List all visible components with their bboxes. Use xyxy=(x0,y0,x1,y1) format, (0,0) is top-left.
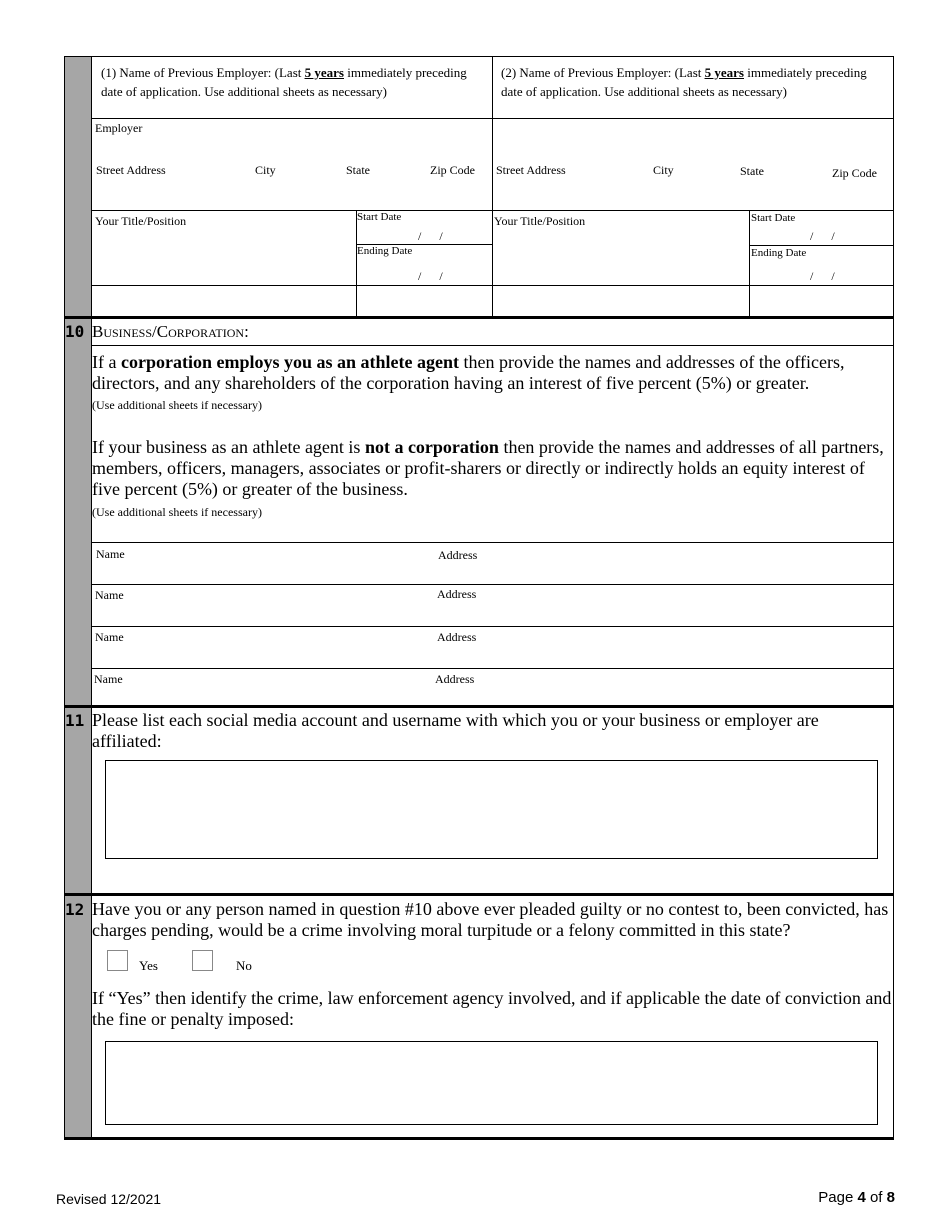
q12-prompt: Have you or any person named in question #10 above ever pleaded guilty or no contest to, been convicted, has charges pending, would be a crime involving moral turpitude or a felony committed in this state? xyxy=(92,899,889,940)
q10-note-1: (Use additional sheets if necessary) xyxy=(92,398,262,412)
q10-top-rule xyxy=(64,316,894,319)
employer2-name-field[interactable] xyxy=(494,122,892,156)
q10-title-divider xyxy=(91,345,894,346)
q10-number: 10 xyxy=(65,322,85,341)
employer-header-divider xyxy=(91,118,894,119)
q12-number: 12 xyxy=(65,900,85,919)
employer1-date-divider xyxy=(356,210,357,317)
q10-row-divider xyxy=(91,626,894,627)
employer1-start-date-label: Start Date xyxy=(357,211,402,223)
social-media-accounts-textarea[interactable] xyxy=(105,760,878,859)
form-sidebar xyxy=(64,57,91,1139)
employer1-start-date-field[interactable]: / / xyxy=(418,229,443,243)
q12-top-rule xyxy=(64,893,894,896)
q10-row-4-address-label: Address xyxy=(435,672,475,686)
employer1-zip-label: Zip Code xyxy=(430,163,475,177)
q10-row-3-name-label: Name xyxy=(95,630,124,644)
q12-followup-prompt: If “Yes” then identify the crime, law enforcement agency involved, and if applicable the date of conviction and the fine or penalty imposed: xyxy=(92,988,892,1029)
no-checkbox[interactable] xyxy=(192,950,213,971)
q11-number: 11 xyxy=(65,711,85,730)
q10-row-2-address-label: Address xyxy=(437,587,477,601)
employer1-street-label: Street Address xyxy=(96,163,166,177)
employer2-start-date-field[interactable]: / / xyxy=(810,229,835,243)
q10-row-divider xyxy=(91,542,894,543)
employer2-title-label: Your Title/Position xyxy=(494,214,586,228)
q10-row-3-field[interactable] xyxy=(92,647,892,666)
q11-top-rule xyxy=(64,705,894,708)
employer1-end-date-label: Ending Date xyxy=(357,245,413,257)
employer1-title-field[interactable] xyxy=(92,232,354,282)
page-number: Page 4 of 8 xyxy=(818,1189,895,1206)
q10-row-4-name-label: Name xyxy=(94,672,123,686)
frame-right xyxy=(893,56,894,1140)
employer2-header: (2) Name of Previous Employer: (Last 5 years immediately preceding date of application. Use additional sheets as necessary) xyxy=(501,65,867,99)
employer2-state-label: State xyxy=(740,164,764,178)
employer-extra-row-divider xyxy=(91,285,894,286)
frame-bottom xyxy=(64,1137,894,1140)
q10-title: Business/Corporation: xyxy=(92,322,249,341)
q10-row-4-field[interactable] xyxy=(92,689,892,703)
q10-corporation-instructions: If a corporation employs you as an athlete agent then provide the names and addresses of the officers, directors, and any shareholders of the corporation having an interest of five percent (5%) or greater. xyxy=(92,352,845,393)
employer2-end-date-field[interactable]: / / xyxy=(810,269,835,283)
revision-date: Revised 12/2021 xyxy=(56,1191,162,1207)
employer-title-row-divider xyxy=(91,210,894,211)
q10-row-3-address-label: Address xyxy=(437,630,477,644)
frame-left xyxy=(64,56,65,1140)
employer2-address-field[interactable] xyxy=(494,182,892,208)
q10-row-1-name-label: Name xyxy=(96,547,125,561)
no-label: No xyxy=(236,958,252,973)
employer2-city-label: City xyxy=(653,163,674,177)
employer1-header: (1) Name of Previous Employer: (Last 5 years immediately preceding date of application. Use additional sheets as necessary) xyxy=(101,65,467,99)
q10-row-1-address-label: Address xyxy=(438,548,478,562)
employer2-street-label: Street Address xyxy=(496,163,566,177)
q10-note-2: (Use additional sheets if necessary) xyxy=(92,505,262,519)
yes-checkbox[interactable] xyxy=(107,950,128,971)
q10-noncorporation-instructions: If your business as an athlete agent is not a corporation then provide the names and addresses of all partners, members, officers, managers, associates or profit-sharers or directly or indirectly holds an equity interest of five percent (5%) or greater of the business. xyxy=(92,437,884,499)
q10-row-2-field[interactable] xyxy=(92,605,892,624)
employer1-name-field[interactable] xyxy=(92,136,491,156)
q11-prompt: Please list each social media account and username with which you or your business or employer are affiliated: xyxy=(92,710,819,751)
frame-top xyxy=(64,56,894,57)
employer2-date-divider xyxy=(749,210,750,317)
conviction-details-textarea[interactable] xyxy=(105,1041,878,1125)
q10-row-divider xyxy=(91,584,894,585)
employer1-address-field[interactable] xyxy=(92,180,491,208)
employer2-zip-label: Zip Code xyxy=(832,166,877,180)
employer2-end-date-label: Ending Date xyxy=(751,247,807,259)
employer1-name-label: Employer xyxy=(95,121,143,135)
employer1-state-label: State xyxy=(346,163,370,177)
employer1-city-label: City xyxy=(255,163,276,177)
employer-col-divider xyxy=(492,57,493,317)
employer1-title-label: Your Title/Position xyxy=(95,214,187,228)
yes-label: Yes xyxy=(139,958,158,973)
employer2-title-field[interactable] xyxy=(494,232,747,282)
q10-row-divider xyxy=(91,668,894,669)
employer1-end-date-field[interactable]: / / xyxy=(418,269,443,283)
employer2-start-end-divider xyxy=(749,245,894,246)
q10-row-1-field[interactable] xyxy=(92,564,892,582)
content-left xyxy=(91,56,92,1140)
q10-row-2-name-label: Name xyxy=(95,588,124,602)
employer2-start-date-label: Start Date xyxy=(751,212,796,224)
